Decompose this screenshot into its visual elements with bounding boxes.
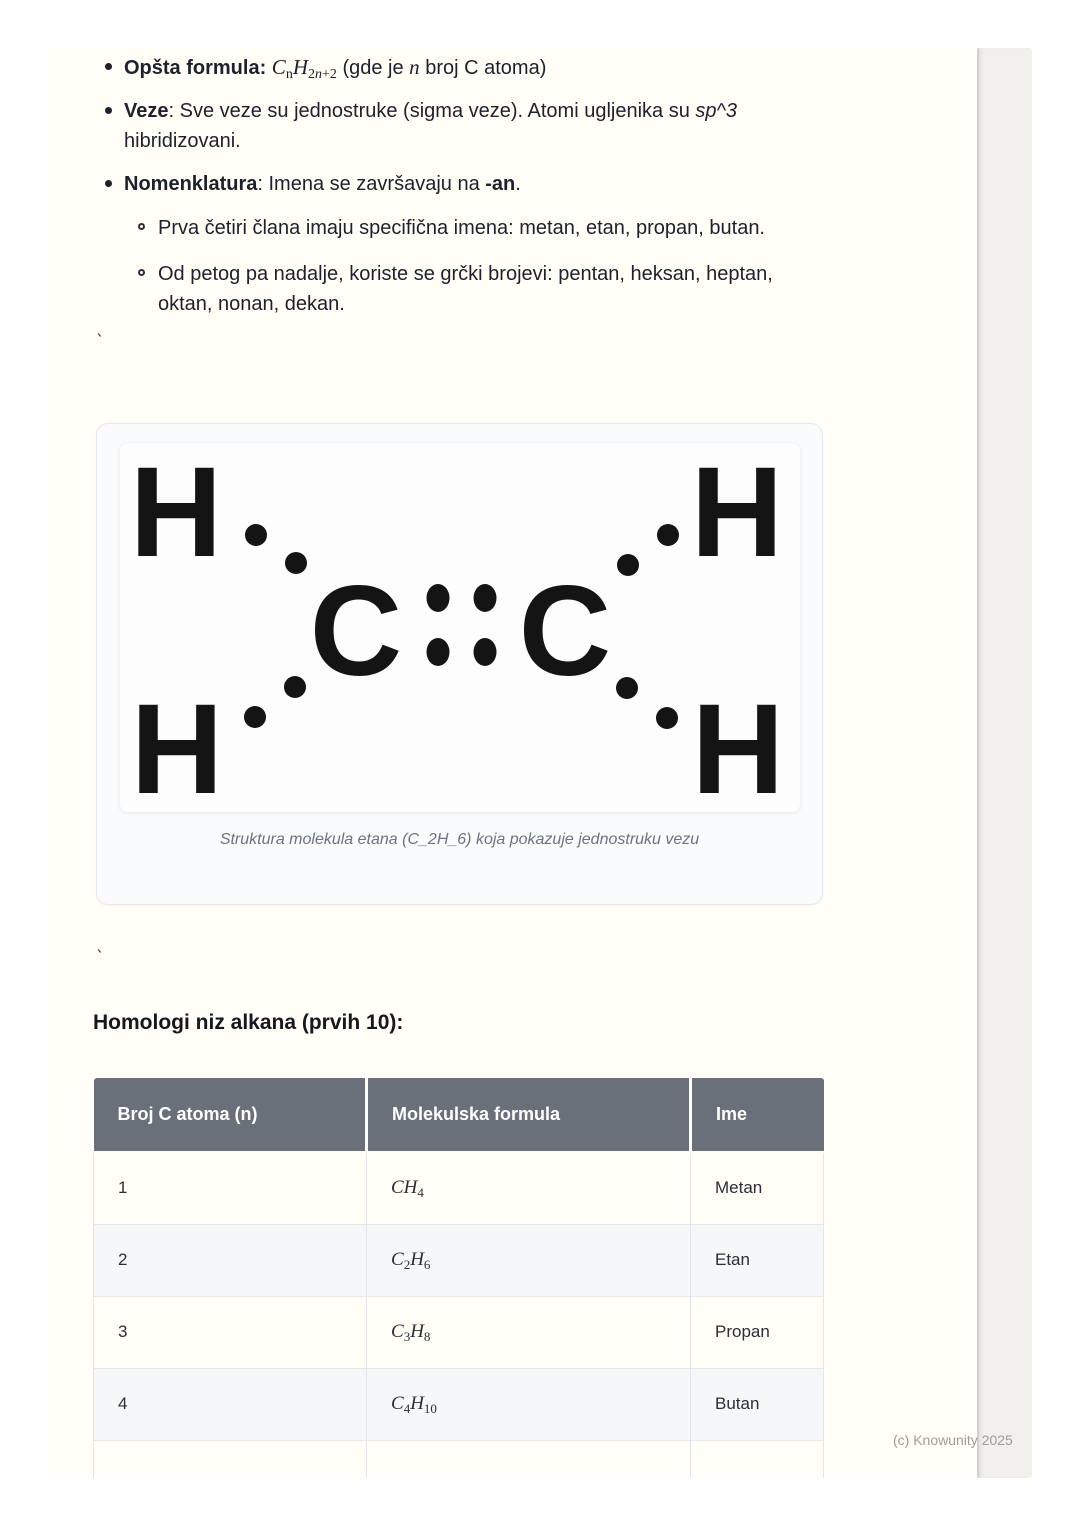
list-item-nomenklatura [104,169,816,199]
cell-name: Metan [691,1152,824,1224]
bullet-circle-icon [138,213,158,243]
table-row [94,1296,824,1368]
ethane-lewis-structure-svg [120,443,800,812]
page-edge-strip [977,48,1032,1478]
list-item-text: Veze: Sve veze su jednostruke (sigma veze). Atomi ugljenika su sp^3 hibridizovani. [124,100,738,152]
carbon-atom-right: C [518,560,612,703]
table-row [94,1368,824,1440]
general-formula: $C_nH_{2n+2}$ [271,55,337,82]
notes-list [104,52,816,335]
bullet-dot-icon [104,52,124,83]
column-header-molekulska-formula: Molekulska formula [367,1078,691,1152]
cell-formula: $C_3H_8$ [367,1296,691,1368]
list-item-text: Nomenklatura: Imena se završavaju na -an. [124,173,521,195]
cell-formula [367,1440,691,1478]
stray-backtick: ` [95,948,106,968]
table-row [94,1152,824,1224]
list-item-veze [104,96,816,156]
hydrogen-atom-bottom-left: H [130,678,224,812]
column-header-ime: Ime [691,1078,824,1152]
ethane-lewis-structure-image [120,443,800,812]
cell-n: 3 [94,1296,367,1368]
stray-backtick: ` [95,332,106,352]
cell-name: Butan [691,1368,824,1440]
list-item-text: Opšta formula: $C_nH_{2n+2}$ (gde je n broj C atoma) [124,55,547,82]
table-header-row [94,1078,824,1152]
cell-formula: $CH_4$ [367,1152,691,1224]
figure-caption: Struktura molekula etana (C_2H_6) koja pokazuje jednostruku vezu [219,831,700,848]
cell-n: 4 [94,1368,367,1440]
cell-name [691,1440,824,1478]
hydrogen-atom-top-right: H [690,443,784,584]
molecule-figure-card [96,423,823,905]
n-variable: n [409,55,420,79]
cell-formula: $C_2H_6$ [367,1224,691,1296]
list-item-opsta-formula [104,52,816,83]
table-row-clipped [94,1440,824,1478]
cell-n [94,1440,367,1478]
cell-name: Etan [691,1224,824,1296]
cell-formula: $C_4H_{10}$ [367,1368,691,1440]
cell-name: Propan [691,1296,824,1368]
table-heading: Homologi niz alkana (prvih 10): [93,1011,404,1034]
bullet-circle-icon [138,259,158,319]
document-page [48,48,977,1478]
sp3-hybridization: sp^3 [695,100,738,122]
hydrogen-atom-bottom-right: H [691,678,785,812]
bullet-dot-icon [104,96,124,156]
column-header-broj-c-atoma: Broj C atoma (n) [94,1078,367,1152]
alkane-homolog-table [93,1078,824,1478]
table-row [94,1224,824,1296]
cell-n: 1 [94,1152,367,1224]
bullet-dot-icon [104,169,124,199]
watermark: (c) Knowunity 2025 [893,1432,1013,1448]
hydrogen-atom-top-left: H [129,443,223,584]
carbon-atom-left: C [309,560,403,703]
sub-list-item-specificna-imena: Prva četiri člana imaju specifična imena: metan, etan, propan, butan. [138,213,816,243]
cell-n: 2 [94,1224,367,1296]
sub-list-item-grcki-brojevi: Od petog pa nadalje, koriste se grčki brojevi: pentan, heksan, heptan, oktan, nonan, dekan. [138,259,816,319]
